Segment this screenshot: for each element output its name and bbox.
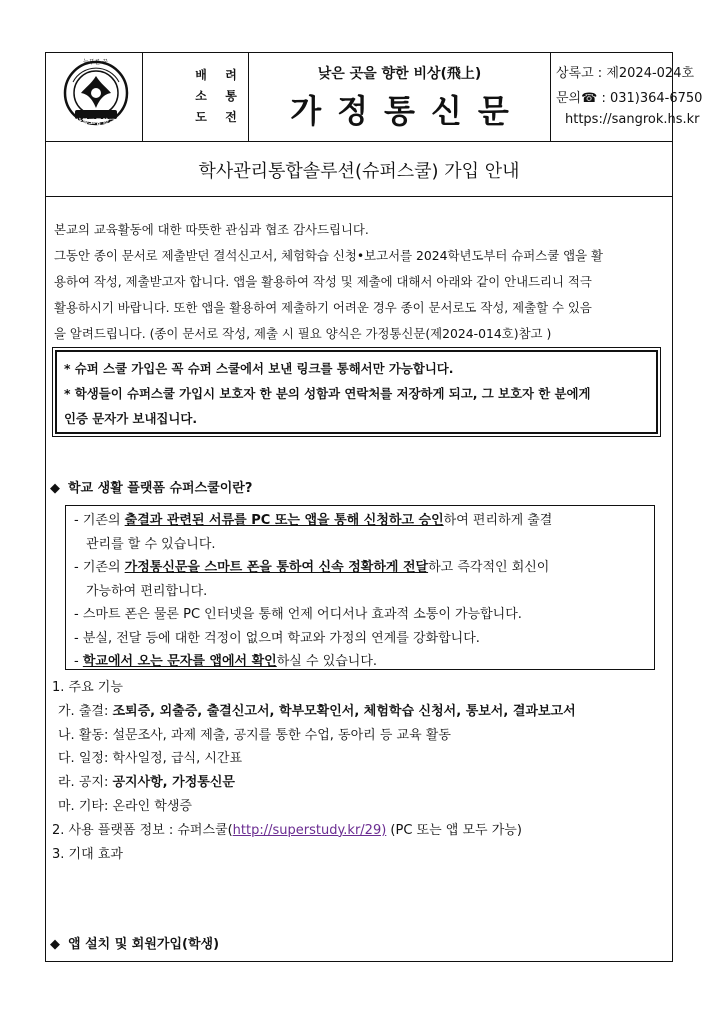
text: 하고 즉각적인 회신이 [428,560,550,575]
feature-item [52,700,664,724]
notice-line: * 슈퍼 스쿨 가입은 꼭 슈퍼 스쿨에서 보낸 링크를 통해서만 가능합니다. [64,361,454,376]
letterhead [46,53,703,142]
section-superschool-intro [50,477,252,496]
motto-col-right [223,65,239,128]
text: - 기존의 [74,560,125,575]
description-line [74,509,654,533]
diamond-bullet-icon: ◆ [50,481,60,496]
section-title: 앱 설치 및 회원가입(학생) [68,937,220,952]
school-website-link[interactable]: https://sangrok.hs.kr [565,112,700,127]
text: 2. 사용 플랫폼 정보 : 슈퍼스쿨( [52,822,233,838]
notice-title: 학사관리통합솔루션(슈퍼스쿨) 가입 안내 [198,161,520,182]
features-list [52,676,664,866]
logo-top-text: 늘푸른 꿈 [83,59,109,66]
description-line: 가능하여 편리합니다. [86,583,208,599]
section-title: 학교 생활 플랫폼 슈퍼스쿨이란? [68,481,253,496]
intro-line: 을 알려드립니다. (종이 문서로 작성, 제출 시 필요 양식은 가정통신문(제2024-014호)참고 ) [54,326,552,341]
motto-char: 도 [195,110,207,124]
motto-col-left [193,65,209,128]
platform-info [52,819,664,843]
title-cell [249,53,551,141]
text: (PC 또는 앱 모두 가능) [386,822,522,838]
logo-label: 상록고등학교 [75,118,116,126]
motto-char: 전 [225,110,237,124]
school-slogan: 낮은 곳을 향한 비상(飛上) [317,66,482,82]
feature-item: 다. 일정: 학사일정, 급식, 시간표 [58,751,243,767]
notice-line: 인증 문자가 보내집니다. [64,411,198,426]
features-heading: 1. 주요 기능 [52,680,123,695]
motto-cell [143,53,249,141]
diamond-bullet-icon: ◆ [50,937,60,952]
motto-char: 통 [225,89,237,103]
document-number: 상록고 : 제2024-024호 [556,66,695,81]
feature-item: 마. 기타: 온라인 학생증 [58,798,192,814]
section-app-install [50,933,219,952]
info-cell [551,53,703,141]
text: - 기존의 [74,513,125,528]
document-frame [45,52,703,962]
intro-line: 용하여 작성, 제출받고자 합니다. 앱을 활용하여 작성 및 제출에 대해서 아래와 같이 안내드리니 적극 [54,274,592,289]
notice-line: * 학생들이 슈퍼스쿨 가입시 보호자 한 분의 성함과 연락처를 저장하게 되고, 그 보호자 한 분에게 [64,386,591,401]
emphasis-text: 공지사항, 가정통신문 [112,775,235,791]
feature-item [52,771,664,795]
description-line: 관리를 할 수 있습니다. [86,536,216,552]
notice-title-row [46,142,672,197]
superschool-link[interactable]: http://superstudy.kr/29) [232,822,387,838]
intro-line: 활용하시기 바랍니다. 또한 앱을 활용하여 제출하기 어려운 경우 종이 문서로도 작성, 제출할 수 있음 [54,300,592,315]
contact-phone: 문의☎ : 031)364-6750 [556,91,703,106]
feature-item: 나. 활동: 설문조사, 과제 제출, 공지를 통한 수업, 동아리 등 교육 활동 [58,727,451,743]
description-line [74,650,654,674]
superschool-description-box [65,505,655,670]
motto-char: 배 [195,68,207,82]
description-line: - 스마트 폰은 물론 PC 인터넷을 통해 언제 어디서나 효과적 소통이 가능합니다. [74,607,522,622]
important-notice-inner [55,350,658,434]
expected-effects-heading: 3. 기대 효과 [52,846,123,862]
text: 하여 편리하게 출결 [443,513,553,528]
text: 가. 출결: [58,703,113,719]
description-line: - 분실, 전달 등에 대한 걱정이 없으며 학교와 가정의 연계를 강화합니다. [74,630,480,646]
intro-line: 그동안 종이 문서로 제출받던 결석신고서, 체험학습 신청•보고서를 2024학년도부터 슈퍼스쿨 앱을 활 [54,248,603,263]
text: 하실 수 있습니다. [276,654,378,669]
intro-line: 본교의 교육활동에 대한 따뜻한 관심과 협조 감사드립니다. [54,222,369,237]
emphasis-text: 출결과 관련된 서류를 PC 또는 앱을 통해 신청하고 승인 [124,513,444,528]
motto-char: 려 [225,68,237,82]
emphasis-text: 조퇴증, 외출증, 출결신고서, 학부모확인서, 체험학습 신청서, 통보서, 결과보고서 [112,703,576,719]
logo-cell [46,53,143,141]
text: 라. 공지: [58,775,113,791]
motto-char: 소 [195,89,207,103]
page-title: 가정통신문 [290,92,525,130]
important-notice-box [52,347,661,437]
description-line [74,556,654,580]
intro-paragraph [54,217,666,347]
emphasis-text: 학교에서 오는 문자를 앱에서 확인 [82,654,277,669]
emphasis-text: 가정통신문을 스마트 폰을 통하여 신속 정확하게 전달 [124,560,429,575]
text: - [74,654,83,669]
